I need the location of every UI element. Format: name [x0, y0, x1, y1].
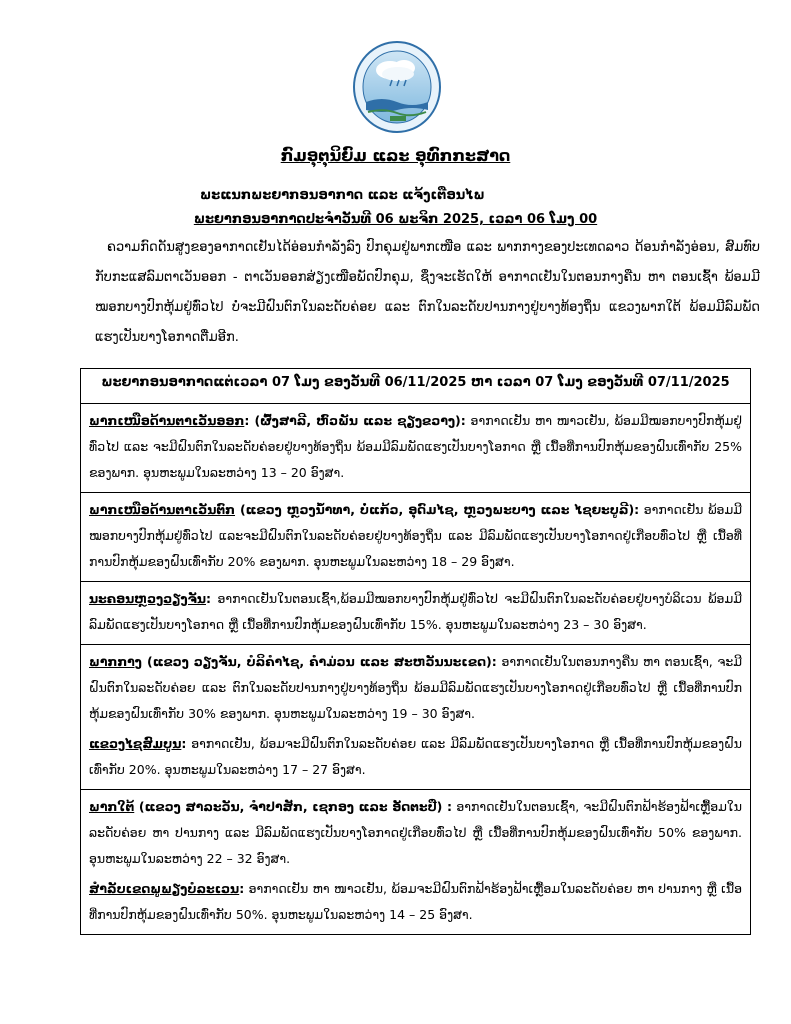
region-forecast: ອາກາດເຢັນໃນຕອນເຊົ້າ, ຈະມີຝົນຕົກຟ້າຮ້ອງຟ້າເຫຼື້ອມໃນລະດັບຄ່ອຍ ຫາ ປານກາງ ແລະ ມີລົມພັດແຮງເປັນບາງໂອກາດຢູ່ເກືອບທົ່ວໄປ ຫຼື ເນື້ອທີ່ການປົກຫຸ້ມຂອງຝົນເທົ່າກັບ 50% ຂອງພາກ. ອຸນຫະພູມໃນລະຫວ່າງ 22 – 32 ອົງສາ.	[89, 799, 743, 866]
region-provinces: (ແຂວງ ຫຼວງນ້ຳທາ, ບໍ່ແກ້ວ, ອຸດົມໄຊ, ຫຼວງພະບາງ ແລະ ໄຊຍະບູລີ):	[235, 502, 640, 517]
dmh-logo	[352, 40, 442, 135]
section-vientiane-capital	[81, 582, 750, 645]
region-forecast: ອາກາດເຢັນໃນຕອນເຊົ້າ,ພ້ອມມີໝອກບາງປົກຫຸ້ມຢູ່ທົ່ວໄປ ຈະມີຝົນຕົກໃນລະດັບຄ່ອຍຢູ່ບາງບໍລິເວນ ພ້ອມມີລົມພັດແຮງເປັນບາງໂອກາດ ຫຼື ເນື້ອທີ່ການປົກຫຸ້ມຂອງຝົນເທົ່າກັບ 15%. ອຸນຫະພູມໃນລະຫວ່າງ 23 – 30 ອົງສາ.	[89, 591, 742, 632]
region-forecast: ອາກາດເຢັນ ພ້ອມມີໝອກບາງປົກຫຸ້ມຢູ່ທົ່ວໄປ ແລະຈະມີຝົນຕົກໃນລະດັບຄ່ອຍຢູ່ບາງທ້ອງຖິ່ນ ແລະ ມີລົມພັດແຮງເປັນບາງໂອກາດຢູ່ເກືອບທົ່ວໄປ ຫຼື ເນື້ອທີ່ການປົກຫຸ້ມຂອງຝົນເທົ່າກັບ 20% ຂອງພາກ. ອຸນຫະພູມໃນລະຫວ່າງ 18 – 29 ອົງສາ.	[89, 502, 742, 569]
region-provinces: : (ຜົ້ງສາລີ, ຫົວພັນ ແລະ ຊຽງຂວາງ):	[244, 413, 466, 428]
region-name: ພາກໃຕ້	[89, 799, 135, 814]
region-forecast: ອາກາດເຢັນ ຫາ ໜາວເຢັນ, ພ້ອມມີໝອກບາງປົກຫຸ້ມຢູ່ທົ່ວໄປ ແລະ ຈະມີຝົນຕົກໃນລະດັບຄ່ອຍຢູ່ບາງທ້ອງຖິ່ນ ພ້ອມມີລົມພັດແຮງເປັນບາງໂອກາດ ຫຼື ເນື້ອທີ່ການປົກຫຸ້ມຂອງຝົນເທົ່າກັບ 25% ຂອງພາກ. ອຸນຫະພູມໃນລະຫວ່າງ 13 – 20 ອົງສາ.	[89, 413, 742, 480]
section-north-west	[81, 493, 750, 582]
weather-summary: ຄວາມກົດດັນສູງຂອງອາກາດເຢັນໄດ້ອ່ອນກຳລັງລົງ ປົກຄຸມຢູ່ພາກເໜືອ ແລະ ພາກກາງຂອງປະເທດລາວ ດ້ອນກຳລັງອ່ອນ, ສົມທົບກັບກະແສລົມຕາເວັນອອກ - ຕາເວັນອອກສ່ຽງເໜືອພັດປົກຄຸມ, ຊຶ່ງຈະເຮັດໃຫ້ ອາກາດເຢັນໃນຕອນກາງຄືນ ຫາ ຕອນເຊົ້າ ພ້ອມມີໝອກບາງປົກຫຸ້ມຢູ່ທົ່ວໄປ ບໍ່ຈະມີຝົນຕົກໃນລະດັບຄ່ອຍ ແລະ ຕົກໃນລະດັບປານກາງຢູ່ບາງທ້ອງຖິ່ນ ແຂວງພາກໃຕ້ ພ້ອມມີລົມພັດແຮງເປັນບາງໂອກາດຕື່ມອີກ.	[95, 240, 760, 345]
subsection-bolaven-plateau	[89, 876, 742, 928]
division-name: ພະແນກພະຍາກອນອາກາດ ແລະ ແຈ້ງເຕືອນໄພ	[200, 188, 485, 203]
section-north-east	[81, 404, 750, 493]
subregion-name: ແຂວງໄຊສົມບູນ	[89, 736, 182, 751]
subregion-forecast: ອາກາດເຢັນ, ພ້ອມຈະມີຝົນຕົກໃນລະດັບຄ່ອຍ ແລະ ມີລົມພັດແຮງເປັນບາງໂອກາດ ຫຼື ເນື້ອທີ່ການປົກຫຸ້ມຂອງຝົນເທົ່າກັບ 20%. ອຸນຫະພູມໃນລະຫວ່າງ 17 – 27 ອົງສາ.	[89, 736, 742, 777]
region-provinces: (ແຂວງ ສາລະວັນ, ຈຳປາສັກ, ເຊກອງ ແລະ ອັດຕະປື) :	[134, 799, 453, 814]
subregion-name: ສຳລັບເຂດພູພຽງບໍລະເວນ	[89, 881, 240, 896]
subregion-forecast: ອາກາດເຢັນ ຫາ ໜາວເຢັນ, ພ້ອມຈະມີຝົນຕົກຟ້າຮ້ອງຟ້າເຫຼື້ອມໃນລະດັບຄ່ອຍ ຫາ ປານກາງ ຫຼື ເນື້ອທີ່ການປົກຫຸ້ມຂອງຝົນເທົ່າກັບ 50%. ອຸນຫະພູມໃນລະຫວ່າງ 14 – 25 ອົງສາ.	[89, 881, 742, 922]
forecast-table	[80, 368, 751, 935]
forecast-title: ພະຍາກອນອາກາດປະຈຳວັນທີ 06 ພະຈິກ 2025, ເວລາ 06 ໂມງ 00	[193, 212, 598, 227]
region-name: ພາກເໜືອດ້ານຕາເວັນຕົກ	[89, 502, 236, 517]
forecast-period: ພະຍາກອນອາກາດແຕ່ເວລາ 07 ໂມງ ຂອງວັນທີ 06/11/2025 ຫາ ເວລາ 07 ໂມງ ຂອງວັນທີ 07/11/2025	[81, 369, 750, 404]
region-provinces: (ແຂວງ ວຽງຈັນ, ບໍລິຄຳໄຊ, ຄຳມ່ວນ ແລະ ສະຫວັນນະເຂດ):	[141, 654, 497, 669]
subregion-colon: :	[181, 736, 187, 751]
section-south	[81, 790, 750, 934]
department-name: ກົມອຸຕຸນິຍົມ ແລະ ອຸທົກກະສາດ	[280, 146, 511, 165]
subsection-xaisomboun	[89, 731, 742, 783]
region-forecast: ອາກາດເຢັນໃນຕອນກາງຄືນ ຫາ ຕອນເຊົ້າ, ຈະມີຝົນຕົກໃນລະດັບຄ່ອຍ ແລະ ຕົກໃນລະດັບປານກາງຢູ່ບາງທ້ອງຖິ່ນ ພ້ອມມີລົມພັດແຮງເປັນບາງໂອກາດຢູ່ເກືອບທົ່ວໄປ ຫຼື ເນື້ອທີ່ການປົກຫຸ້ມຂອງຝົນເທົ່າກັບ 30% ຂອງພາກ. ອຸນຫະພູມໃນລະຫວ່າງ 19 – 30 ອົງສາ.	[89, 654, 742, 721]
region-provinces: :	[206, 591, 211, 606]
region-name: ພາກກາງ	[89, 654, 142, 669]
region-name: ນະຄອນຫຼວງວຽງຈັນ	[89, 591, 206, 606]
section-central	[81, 645, 750, 790]
subregion-colon: :	[239, 881, 245, 896]
region-name: ພາກເໜືອດ້ານຕາເວັນອອກ	[89, 413, 245, 428]
